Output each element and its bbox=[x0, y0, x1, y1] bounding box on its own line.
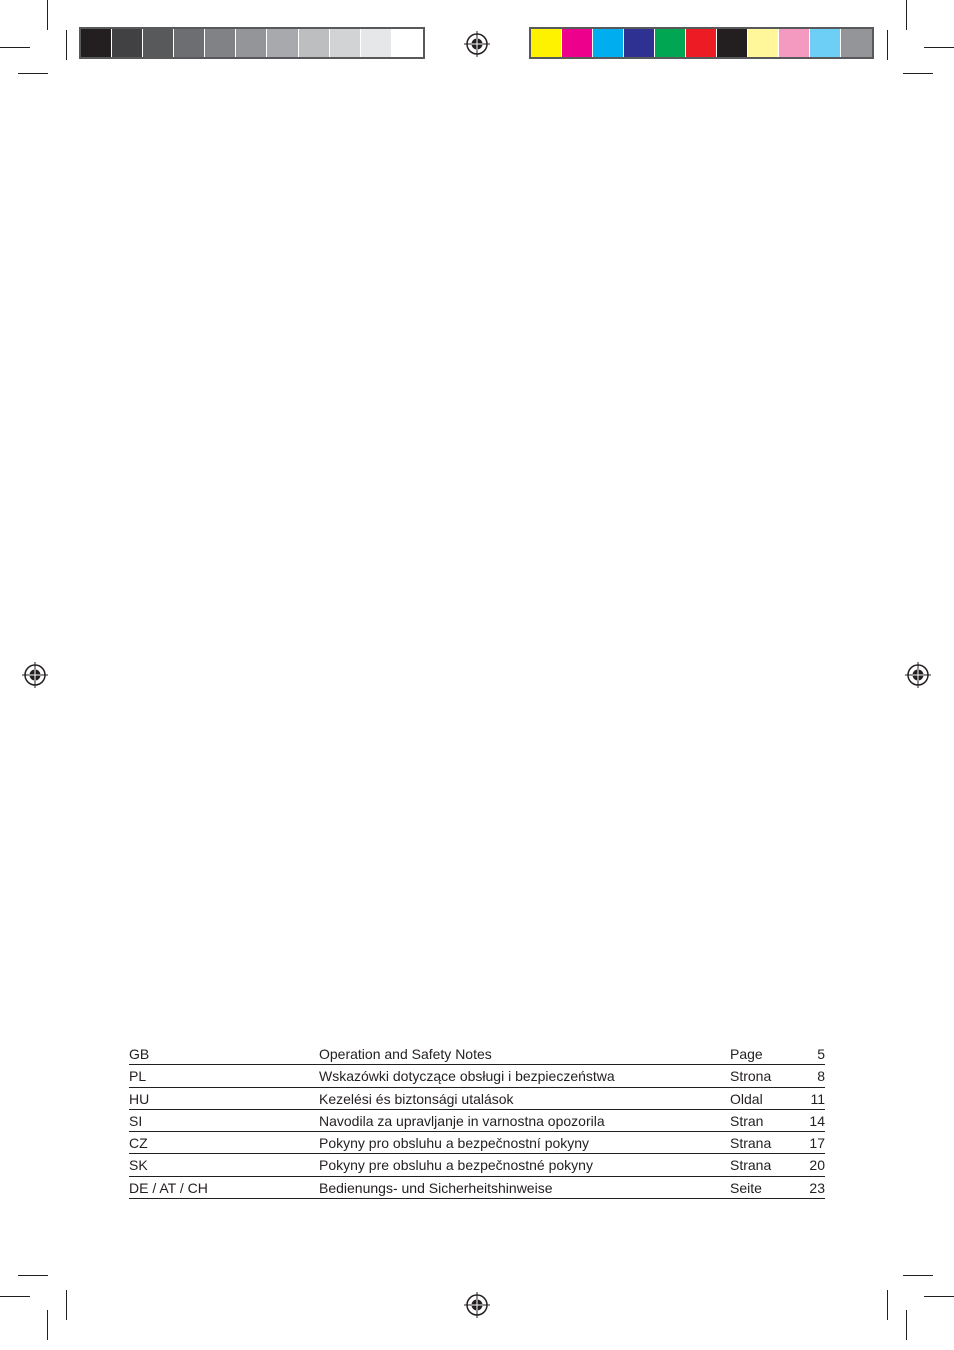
toc-row[interactable] bbox=[129, 1154, 825, 1176]
color-swatch bbox=[267, 29, 298, 57]
color-swatch bbox=[143, 29, 174, 57]
color-swatch bbox=[624, 29, 655, 57]
toc-row[interactable] bbox=[129, 1110, 825, 1132]
color-swatch bbox=[392, 29, 423, 57]
color-swatch bbox=[112, 29, 143, 57]
page-label: Strona bbox=[730, 1068, 772, 1085]
color-swatch bbox=[81, 29, 112, 57]
color-swatch bbox=[655, 29, 686, 57]
section-title: Wskazówki dotyczące obsługi i bezpieczeństwa bbox=[319, 1068, 615, 1085]
registration-mark-icon bbox=[464, 1292, 490, 1318]
color-swatch bbox=[748, 29, 779, 57]
color-swatch bbox=[841, 29, 872, 57]
section-title: Pokyny pre obsluhu a bezpečnostné pokyny bbox=[319, 1157, 593, 1174]
registration-mark-icon bbox=[22, 662, 48, 688]
section-title: Bedienungs- und Sicherheitshinweise bbox=[319, 1179, 553, 1196]
color-swatch bbox=[330, 29, 361, 57]
page-number: 5 bbox=[817, 1046, 825, 1062]
color-swatch bbox=[174, 29, 205, 57]
crop-mark bbox=[66, 1290, 67, 1320]
crop-mark bbox=[903, 73, 933, 74]
grayscale-color-bar bbox=[79, 27, 425, 59]
language-code: SK bbox=[129, 1157, 148, 1174]
crop-mark bbox=[47, 1310, 48, 1340]
color-swatch bbox=[717, 29, 748, 57]
color-swatch bbox=[205, 29, 236, 57]
color-swatch bbox=[236, 29, 267, 57]
color-swatch bbox=[810, 29, 841, 57]
page-number: 11 bbox=[810, 1090, 825, 1107]
crop-mark bbox=[18, 1275, 48, 1276]
crop-mark bbox=[47, 0, 48, 30]
page-number: 14 bbox=[809, 1112, 825, 1129]
toc-row[interactable] bbox=[129, 1132, 825, 1154]
crop-mark bbox=[0, 47, 30, 48]
page-label: Page bbox=[730, 1046, 763, 1062]
table-of-contents bbox=[129, 1043, 825, 1199]
toc-row[interactable] bbox=[129, 1065, 825, 1087]
language-code: GB bbox=[129, 1046, 150, 1062]
section-title: Operation and Safety Notes bbox=[319, 1046, 492, 1062]
page-label: Oldal bbox=[730, 1090, 763, 1107]
crop-mark bbox=[0, 1296, 30, 1297]
section-title: Kezelési és biztonsági utalások bbox=[319, 1090, 514, 1107]
page-number: 20 bbox=[809, 1157, 825, 1174]
language-code: CZ bbox=[129, 1135, 148, 1152]
language-code: DE / AT / CH bbox=[129, 1179, 208, 1196]
crop-mark bbox=[924, 1296, 954, 1297]
page-number: 23 bbox=[809, 1179, 825, 1196]
page-label: Strana bbox=[730, 1157, 772, 1174]
color-swatch bbox=[299, 29, 330, 57]
section-title: Navodila za upravljanje in varnostna opozorila bbox=[319, 1112, 605, 1129]
page-number: 17 bbox=[809, 1135, 825, 1152]
process-color-bar bbox=[529, 27, 874, 59]
crop-mark bbox=[66, 30, 67, 60]
crop-mark bbox=[906, 1310, 907, 1340]
color-swatch bbox=[361, 29, 392, 57]
color-swatch bbox=[593, 29, 624, 57]
page-label: Strana bbox=[730, 1135, 772, 1152]
toc-row[interactable] bbox=[129, 1177, 825, 1199]
crop-mark bbox=[18, 73, 48, 74]
toc-row[interactable] bbox=[129, 1043, 825, 1065]
registration-mark-icon bbox=[464, 31, 490, 57]
language-code: HU bbox=[129, 1090, 150, 1107]
color-swatch bbox=[686, 29, 717, 57]
page-number: 8 bbox=[817, 1068, 825, 1085]
crop-mark bbox=[924, 47, 954, 48]
language-code: SI bbox=[129, 1112, 143, 1129]
toc-row[interactable] bbox=[129, 1088, 825, 1110]
page-label: Seite bbox=[730, 1179, 762, 1196]
color-swatch bbox=[779, 29, 810, 57]
crop-mark bbox=[887, 1290, 888, 1320]
color-swatch bbox=[562, 29, 593, 57]
section-title: Pokyny pro obsluhu a bezpečnostní pokyny bbox=[319, 1135, 590, 1152]
registration-mark-icon bbox=[905, 662, 931, 688]
color-swatch bbox=[531, 29, 562, 57]
page-label: Stran bbox=[730, 1112, 764, 1129]
crop-mark bbox=[887, 30, 888, 60]
crop-mark bbox=[903, 1275, 933, 1276]
language-code: PL bbox=[129, 1068, 147, 1085]
crop-mark bbox=[906, 0, 907, 30]
